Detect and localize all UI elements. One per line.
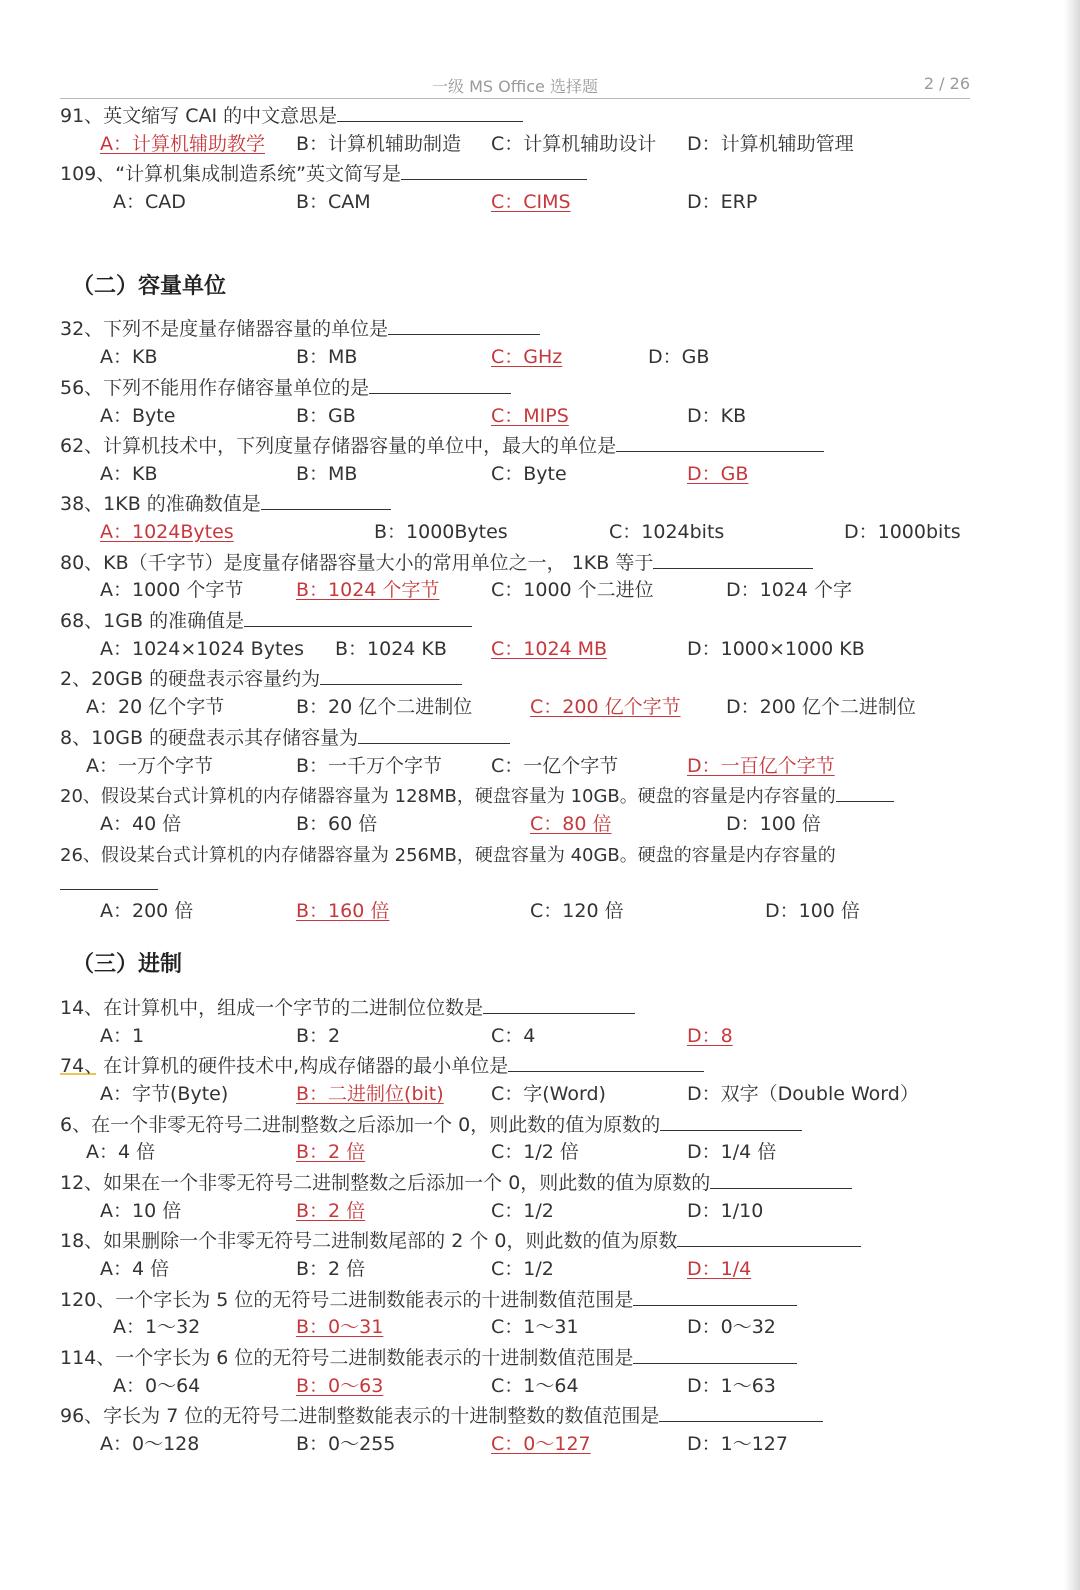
question-text: 32、下列不是度量存储器容量的单位是 bbox=[60, 318, 389, 340]
question-text: 120、一个字长为 5 位的无符号二进制数能表示的十进制数值范围是 bbox=[60, 1289, 634, 1311]
option-c: C：字(Word) bbox=[491, 1083, 606, 1105]
option-a: A：字节(Byte) bbox=[100, 1083, 229, 1105]
option-c: C：4 bbox=[491, 1025, 536, 1047]
option-row bbox=[0, 462, 1000, 486]
answer-blank bbox=[616, 433, 824, 452]
option-a: A：200 倍 bbox=[100, 900, 194, 922]
option-a: A：KB bbox=[100, 463, 158, 485]
question-stem bbox=[60, 783, 894, 809]
question-stem bbox=[60, 666, 462, 691]
option-row bbox=[0, 695, 1000, 719]
option-a: A：20 亿个字节 bbox=[86, 696, 225, 718]
option-b: B：2 倍 bbox=[296, 1141, 366, 1163]
question-stem bbox=[60, 1228, 861, 1253]
option-b: B：CAM bbox=[296, 191, 371, 213]
question-text: 12、如果在一个非零无符号二进制整数之后添加一个 0，则此数的值为原数的 bbox=[60, 1172, 711, 1194]
option-d: D：ERP bbox=[687, 191, 758, 213]
option-row bbox=[0, 1024, 1000, 1048]
option-c: C：1/2 bbox=[491, 1258, 554, 1280]
option-c: C：80 倍 bbox=[530, 813, 612, 835]
option-c: C：1000 个二进位 bbox=[491, 579, 654, 601]
option-c: C：1～64 bbox=[491, 1375, 579, 1397]
option-row bbox=[0, 404, 1000, 428]
answer-blank bbox=[508, 1053, 704, 1072]
question-stem bbox=[60, 550, 813, 575]
option-c: C：Byte bbox=[491, 463, 567, 485]
question-text: 96、字长为 7 位的无符号二进制整数能表示的十进制整数的数值范围是 bbox=[60, 1405, 660, 1427]
option-b: B：1024 个字节 bbox=[296, 579, 440, 601]
answer-blank bbox=[244, 608, 472, 627]
question-stem bbox=[60, 608, 472, 633]
option-row bbox=[0, 1432, 1000, 1456]
question-text: 20、假设某台式计算机的内存储器容量为 128MB，硬盘容量为 10GB。硬盘的容量是内存容量的 bbox=[60, 786, 836, 807]
option-a: A：4 倍 bbox=[86, 1141, 156, 1163]
answer-blank bbox=[483, 995, 635, 1014]
option-b: B：2 bbox=[296, 1025, 341, 1047]
option-d: D：1/4 倍 bbox=[687, 1141, 777, 1163]
answer-blank bbox=[633, 1345, 797, 1364]
option-a: A：1000 个字节 bbox=[100, 579, 244, 601]
answer-blank bbox=[60, 871, 158, 890]
option-c: C：1/2 bbox=[491, 1200, 554, 1222]
option-d: D：1024 个字 bbox=[726, 579, 853, 601]
option-a: A：Byte bbox=[100, 405, 176, 427]
option-row bbox=[0, 637, 1000, 661]
question-text: 80、KB（千字节）是度量存储器容量大小的常用单位之一， 1KB 等于 bbox=[60, 552, 654, 574]
option-b: B：2 倍 bbox=[296, 1258, 366, 1280]
option-row bbox=[0, 1315, 1000, 1339]
header-page-number: 2 / 26 bbox=[923, 74, 970, 93]
option-row bbox=[0, 1257, 1000, 1281]
option-d: D：1000bits bbox=[844, 521, 961, 543]
answer-blank bbox=[677, 1228, 861, 1247]
option-d: D：1/10 bbox=[687, 1200, 764, 1222]
question-text: 68、1GB 的准确值是 bbox=[60, 610, 245, 632]
option-row bbox=[0, 812, 1000, 836]
option-c: C：0～127 bbox=[491, 1433, 591, 1455]
option-d: D：100 倍 bbox=[726, 813, 821, 835]
option-row bbox=[0, 1140, 1000, 1164]
option-c: C：1024bits bbox=[609, 521, 725, 543]
option-b: B：160 倍 bbox=[296, 900, 390, 922]
option-a: A：40 倍 bbox=[100, 813, 182, 835]
option-a: A：4 倍 bbox=[100, 1258, 170, 1280]
question-text: 26、假设某台式计算机的内存储器容量为 256MB，硬盘容量为 40GB。硬盘的容量是内存容量的 bbox=[60, 845, 836, 866]
option-b: B：60 倍 bbox=[296, 813, 378, 835]
option-row bbox=[0, 190, 1000, 214]
option-row bbox=[0, 754, 1000, 778]
option-b: B：二进制位(bit) bbox=[296, 1083, 444, 1105]
option-a: A：一万个字节 bbox=[86, 755, 213, 777]
question-stem bbox=[60, 1170, 852, 1195]
option-a: A：KB bbox=[100, 346, 158, 368]
option-a: A：0～64 bbox=[113, 1375, 201, 1397]
page-edge-shadow bbox=[1064, 0, 1080, 1590]
section-title: （三）进制 bbox=[72, 952, 183, 977]
option-d: D：1～63 bbox=[687, 1375, 776, 1397]
question-stem bbox=[60, 1287, 797, 1312]
option-d: D：一百亿个字节 bbox=[687, 755, 835, 777]
option-a: A：10 倍 bbox=[100, 1200, 182, 1222]
answer-blank bbox=[337, 103, 523, 122]
answer-blank bbox=[358, 725, 510, 744]
question-stem bbox=[60, 316, 540, 341]
option-b: B：1000Bytes bbox=[374, 521, 508, 543]
question-stem bbox=[60, 841, 970, 899]
option-c: C：1/2 倍 bbox=[491, 1141, 579, 1163]
answer-blank bbox=[388, 316, 540, 335]
option-row bbox=[0, 899, 1000, 923]
section-title: （二）容量单位 bbox=[72, 274, 227, 299]
option-c: C：一亿个字节 bbox=[491, 755, 619, 777]
answer-blank bbox=[401, 161, 587, 180]
option-a: A：1024×1024 Bytes bbox=[100, 638, 304, 660]
option-c: C：1024 MB bbox=[491, 638, 608, 660]
option-a: A：1～32 bbox=[113, 1316, 201, 1338]
question-stem bbox=[60, 433, 824, 458]
option-row bbox=[0, 578, 1000, 602]
question-text: 18、如果删除一个非零无符号二进制数尾部的 2 个 0，则此数的值为原数 bbox=[60, 1230, 678, 1252]
option-b: B：20 亿个二进制位 bbox=[296, 696, 473, 718]
option-d: D：200 亿个二进制位 bbox=[726, 696, 916, 718]
answer-blank bbox=[369, 375, 511, 394]
answer-blank bbox=[659, 1403, 823, 1422]
option-c: C：120 倍 bbox=[530, 900, 624, 922]
option-b: B：0～63 bbox=[296, 1375, 384, 1397]
answer-blank bbox=[320, 666, 462, 685]
option-d: D：GB bbox=[648, 346, 710, 368]
question-text: 8、10GB 的硬盘表示其存储容量为 bbox=[60, 727, 359, 749]
option-c: C：计算机辅助设计 bbox=[491, 133, 657, 155]
question-stem bbox=[60, 375, 511, 400]
option-d: D：GB bbox=[687, 463, 749, 485]
option-b: B：一千万个字节 bbox=[296, 755, 443, 777]
option-a: A：计算机辅助教学 bbox=[100, 133, 265, 155]
question-stem bbox=[60, 491, 391, 516]
question-stem bbox=[60, 725, 510, 750]
option-c: C：200 亿个字节 bbox=[530, 696, 681, 718]
option-c: C：MIPS bbox=[491, 405, 569, 427]
option-d: D：1/4 bbox=[687, 1258, 752, 1280]
option-d: D：双字（Double Word） bbox=[687, 1083, 919, 1105]
option-d: D：1000×1000 KB bbox=[687, 638, 865, 660]
option-b: B：0～255 bbox=[296, 1433, 396, 1455]
option-b: B：MB bbox=[296, 346, 358, 368]
question-stem bbox=[60, 103, 523, 128]
option-d: D：8 bbox=[687, 1025, 733, 1047]
option-d: D：100 倍 bbox=[765, 900, 860, 922]
option-row bbox=[0, 1199, 1000, 1223]
answer-blank bbox=[710, 1170, 852, 1189]
option-b: B：MB bbox=[296, 463, 358, 485]
question-text: 6、在一个非零无符号二进制整数之后添加一个 0，则此数的值为原数的 bbox=[60, 1114, 661, 1136]
option-row bbox=[0, 345, 1000, 369]
question-text: 62、计算机技术中，下列度量存储器容量的单位中，最大的单位是 bbox=[60, 435, 617, 457]
option-a: A：CAD bbox=[113, 191, 186, 213]
question-stem bbox=[60, 161, 587, 186]
question-stem bbox=[60, 1112, 802, 1137]
option-c: C：CIMS bbox=[491, 191, 571, 213]
option-row bbox=[0, 1082, 1000, 1106]
question-stem bbox=[60, 1403, 823, 1428]
option-b: B：2 倍 bbox=[296, 1200, 366, 1222]
question-text: 14、在计算机中，组成一个字节的二进制位位数是 bbox=[60, 997, 484, 1019]
option-b: B：1024 KB bbox=[335, 638, 447, 660]
question-text: 109、“计算机集成制造系统”英文简写是 bbox=[60, 163, 401, 185]
answer-blank bbox=[653, 550, 813, 569]
question-text: 38、1KB 的准确数值是 bbox=[60, 493, 261, 515]
question-text: 114、一个字长为 6 位的无符号二进制数能表示的十进制数值范围是 bbox=[60, 1347, 634, 1369]
option-b: B：0～31 bbox=[296, 1316, 384, 1338]
page-header bbox=[60, 72, 970, 99]
question-stem bbox=[60, 995, 635, 1020]
option-c: C：1～31 bbox=[491, 1316, 579, 1338]
answer-blank bbox=[660, 1112, 802, 1131]
option-a: A：0～128 bbox=[100, 1433, 200, 1455]
question-stem bbox=[60, 1053, 704, 1078]
option-b: B：GB bbox=[296, 405, 356, 427]
header-title: 一级 MS Office 选择题 bbox=[432, 77, 598, 96]
option-b: B：计算机辅助制造 bbox=[296, 133, 462, 155]
option-d: D：1～127 bbox=[687, 1433, 788, 1455]
option-row bbox=[0, 132, 1000, 156]
question-text: 2、20GB 的硬盘表示容量约为 bbox=[60, 668, 321, 690]
option-c: C：GHz bbox=[491, 346, 563, 368]
answer-blank bbox=[261, 491, 391, 510]
option-d: D：0～32 bbox=[687, 1316, 776, 1338]
option-d: D：KB bbox=[687, 405, 747, 427]
option-d: D：计算机辅助管理 bbox=[687, 133, 854, 155]
option-row bbox=[0, 1374, 1000, 1398]
answer-blank bbox=[836, 783, 894, 802]
question-text: 91、英文缩写 CAI 的中文意思是 bbox=[60, 105, 338, 127]
answer-blank bbox=[633, 1287, 797, 1306]
question-text: 74、在计算机的硬件技术中,构成存储器的最小单位是 bbox=[60, 1055, 509, 1077]
option-row bbox=[0, 520, 1000, 544]
option-a: A：1024Bytes bbox=[100, 521, 234, 543]
question-text: 56、下列不能用作存储容量单位的是 bbox=[60, 377, 370, 399]
question-stem bbox=[60, 1345, 797, 1370]
option-a: A：1 bbox=[100, 1025, 145, 1047]
